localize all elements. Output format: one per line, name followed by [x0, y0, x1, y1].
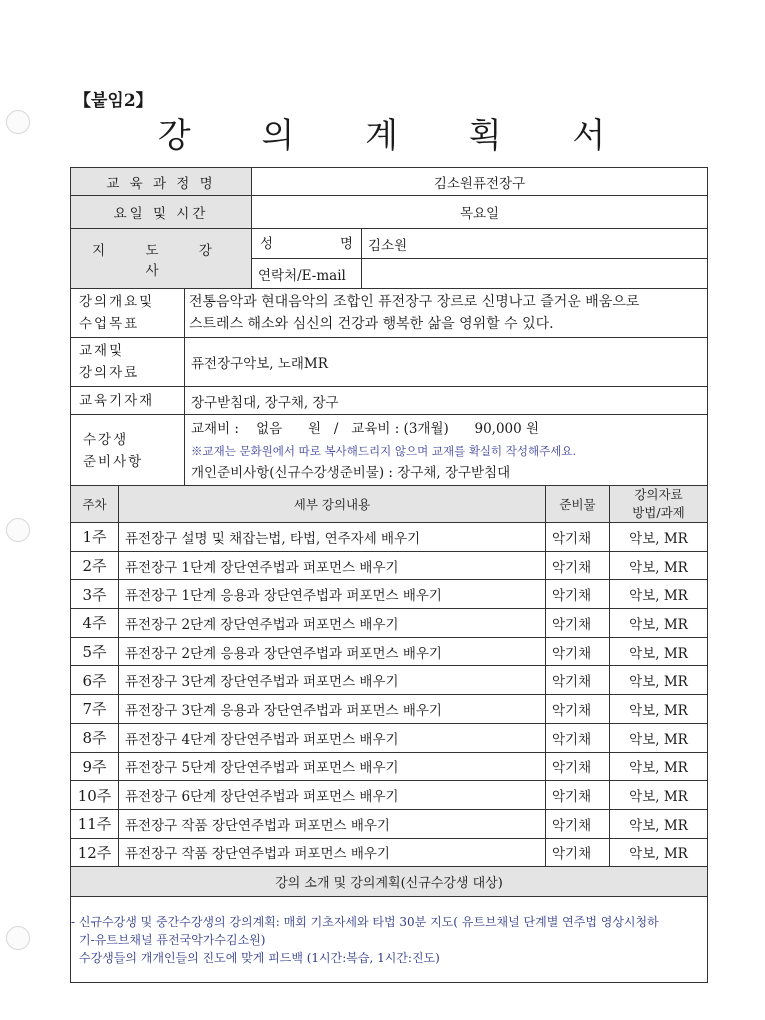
method-cell: 악보, MR — [610, 723, 708, 752]
materials-label — [71, 338, 185, 387]
supplies-cell: 악기채 — [546, 551, 610, 580]
method-cell: 악보, MR — [610, 838, 708, 867]
prep-label-line2: 준비사항 — [83, 453, 144, 470]
materials-label-line1: 교재및 — [79, 343, 125, 359]
table-row — [71, 551, 708, 580]
method-cell: 악보, MR — [610, 666, 708, 695]
instructor-label: 지 도 강 사 — [71, 229, 252, 289]
supplies-cell: 악기채 — [546, 695, 610, 724]
week-cell: 7주 — [71, 695, 119, 724]
page-title: 강 의 계 획 서 — [157, 116, 636, 156]
intro-line2: 기-유트브채널 퓨전국악가수김소원) — [79, 932, 266, 947]
table-row — [71, 809, 708, 838]
content-cell: 퓨전장구 설명 및 채잡는법, 타법, 연주자세 배우기 — [119, 523, 546, 552]
header-method-line2: 방법/과제 — [632, 505, 685, 520]
header-method-line1: 강의자료 — [634, 487, 683, 502]
method-cell: 악보, MR — [610, 523, 708, 552]
personal-prep: 개인준비사항(신규수강생준비물) : 장구채, 장구받침대 — [191, 464, 511, 481]
equipment-label: 교육기자재 — [71, 387, 185, 415]
header-week: 주차 — [71, 486, 119, 523]
equipment-value: 장구받침대, 장구채, 장구 — [185, 387, 708, 415]
method-cell: 악보, MR — [610, 580, 708, 609]
week-cell: 1주 — [71, 523, 119, 552]
punch-hole-middle — [6, 518, 30, 542]
week-cell: 11주 — [71, 809, 119, 838]
contact-label: 연락처/E-mail — [252, 259, 362, 289]
overview-line1: 전통음악과 현대음악의 조합인 퓨전장구 장르로 신명나고 즐거운 배움으로 — [189, 294, 640, 310]
supplies-cell: 악기채 — [546, 809, 610, 838]
supplies-cell: 악기채 — [546, 723, 610, 752]
materials-value: 퓨전장구악보, 노래MR — [185, 338, 708, 387]
method-cell: 악보, MR — [610, 781, 708, 810]
table-row — [71, 580, 708, 609]
intro-header: 강의 소개 및 강의계획(신규수강생 대상) — [71, 867, 708, 897]
supplies-cell: 악기채 — [546, 637, 610, 666]
content-cell: 퓨전장구 1단계 응용과 장단연주법과 퍼포먼스 배우기 — [119, 580, 546, 609]
content-cell: 퓨전장구 3단계 장단연주법과 퍼포먼스 배우기 — [119, 666, 546, 695]
content-cell: 퓨전장구 5단계 장단연주법과 퍼포먼스 배우기 — [119, 752, 546, 781]
header-method — [610, 486, 708, 523]
content-cell: 퓨전장구 4단계 장단연주법과 퍼포먼스 배우기 — [119, 723, 546, 752]
week-cell: 4주 — [71, 609, 119, 638]
method-cell: 악보, MR — [610, 637, 708, 666]
content-cell: 퓨전장구 작품 장단연주법과 퍼포먼스 배우기 — [119, 838, 546, 867]
contact-value — [362, 259, 708, 289]
method-cell: 악보, MR — [610, 809, 708, 838]
overview-label-line2: 수업목표 — [79, 316, 140, 332]
table-row — [71, 523, 708, 552]
week-cell: 6주 — [71, 666, 119, 695]
week-cell: 12주 — [71, 838, 119, 867]
content-cell: 퓨전장구 3단계 응용과 장단연주법과 퍼포먼스 배우기 — [119, 695, 546, 724]
table-row — [71, 838, 708, 867]
method-cell: 악보, MR — [610, 695, 708, 724]
supplies-cell: 악기채 — [546, 523, 610, 552]
week-cell: 3주 — [71, 580, 119, 609]
week-cell: 2주 — [71, 551, 119, 580]
table-row — [71, 609, 708, 638]
table-row — [71, 723, 708, 752]
course-info-table — [70, 167, 708, 487]
punch-hole-bottom — [6, 926, 30, 950]
week-cell: 10주 — [71, 781, 119, 810]
instructor-name-value: 김소원 — [362, 229, 708, 259]
table-row — [71, 637, 708, 666]
intro-body — [71, 897, 708, 983]
week-cell: 9주 — [71, 752, 119, 781]
content-cell: 퓨전장구 6단계 장단연주법과 퍼포먼스 배우기 — [119, 781, 546, 810]
supplies-cell: 악기채 — [546, 666, 610, 695]
method-cell: 악보, MR — [610, 551, 708, 580]
course-name-label: 교 육 과 정 명 — [71, 168, 252, 196]
supplies-cell: 악기채 — [546, 781, 610, 810]
supplies-cell: 악기채 — [546, 580, 610, 609]
overview-line2: 스트레스 해소와 심신의 건강과 행복한 삶을 영위할 수 있다. — [189, 316, 554, 332]
overview-value — [185, 289, 708, 338]
table-row — [71, 781, 708, 810]
weekly-schedule-table — [70, 485, 708, 983]
materials-label-line2: 강의자료 — [79, 365, 140, 381]
table-row — [71, 695, 708, 724]
prep-label-line1: 수강생 — [83, 431, 129, 448]
schedule-value: 목요일 — [252, 196, 708, 229]
supplies-cell: 악기채 — [546, 752, 610, 781]
overview-label-line1: 강의개요및 — [79, 294, 155, 310]
content-cell: 퓨전장구 2단계 장단연주법과 퍼포먼스 배우기 — [119, 609, 546, 638]
overview-label — [71, 289, 185, 338]
schedule-label: 요일 및 시간 — [71, 196, 252, 229]
table-row — [71, 666, 708, 695]
supplies-cell: 악기채 — [546, 609, 610, 638]
header-content: 세부 강의내용 — [119, 486, 546, 523]
week-cell: 8주 — [71, 723, 119, 752]
table-row — [71, 752, 708, 781]
content-cell: 퓨전장구 2단계 응용과 장단연주법과 퍼포먼스 배우기 — [119, 637, 546, 666]
attachment-label: 【붙임2】 — [74, 91, 153, 111]
course-name-value: 김소원퓨전장구 — [252, 168, 708, 196]
content-cell: 퓨전장구 1단계 장단연주법과 퍼포먼스 배우기 — [119, 551, 546, 580]
prep-label — [71, 415, 185, 487]
method-cell: 악보, MR — [610, 609, 708, 638]
method-cell: 악보, MR — [610, 752, 708, 781]
intro-line3: 수강생들의 개개인들의 진도에 맞게 피드백 (1시간:복습, 1시간:진도) — [79, 950, 440, 965]
name-label: 성 명 — [252, 229, 362, 259]
content-cell: 퓨전장구 작품 장단연주법과 퍼포먼스 배우기 — [119, 809, 546, 838]
header-supplies: 준비물 — [546, 486, 610, 523]
prep-value — [185, 415, 708, 487]
supplies-cell: 악기채 — [546, 838, 610, 867]
fee-line: 교재비 : 없음 원 / 교육비 : (3개월) 90,000 원 — [191, 420, 540, 437]
intro-line1: - 신규수강생 및 중간수강생의 강의계획: 매회 기초자세와 타법 30분 지도( 유트브채널 단계별 연주법 영상시청하 — [71, 914, 659, 929]
fee-note: ※교재는 문화원에서 따로 복사해드리지 않으며 교재를 확실히 작성해주세요. — [191, 443, 577, 458]
week-cell: 5주 — [71, 637, 119, 666]
